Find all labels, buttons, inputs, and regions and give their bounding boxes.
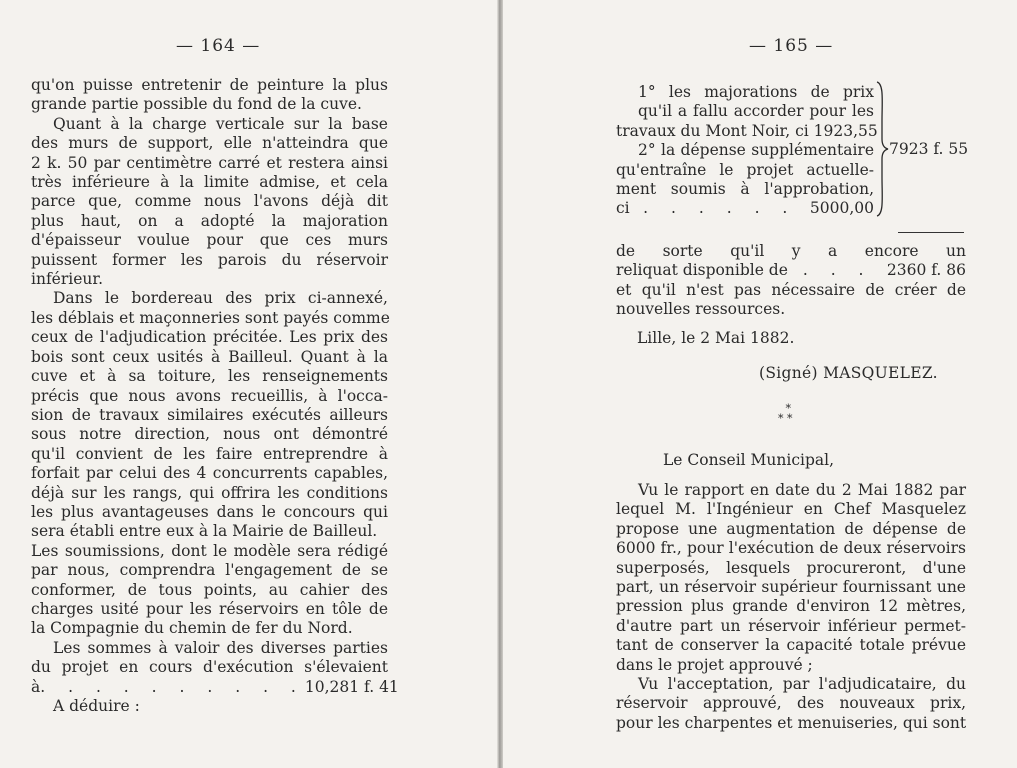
- reliquat-line: [616, 261, 966, 280]
- deduction-lines: [616, 83, 878, 199]
- text-line: conformer, de tous points, au cahier des: [31, 580, 388, 599]
- text-line: propose une augmentation de dépense de: [616, 519, 966, 538]
- text-line: lequel M. l'Ingénieur en Chef Masquelez: [616, 500, 966, 519]
- text-line: déjà sur les rangs, qui offrira les conditions: [31, 483, 388, 502]
- text-line: forfait par celui des 4 concurrents capables,: [31, 464, 388, 483]
- text-line: tant de conserver la capacité totale prévue: [616, 636, 966, 655]
- asterism-bottom-stars: * *: [778, 412, 793, 425]
- text-line: part, un réservoir supérieur fournissant une: [616, 578, 966, 597]
- deduction-last-value: 5000,00: [809, 199, 874, 218]
- asterism-separator: [778, 404, 793, 424]
- text-line: nouvelles ressources.: [616, 300, 786, 319]
- council-lines: [616, 481, 966, 733]
- text-line: 1° les majorations de prix: [638, 83, 874, 101]
- text-line: parce que, comme nous l'avons déjà dit: [31, 192, 388, 211]
- text-line: superposés, lesquels procureront, d'une: [616, 558, 966, 577]
- remainder-lines-a: [616, 242, 966, 261]
- text-line: d'autre part un réservoir inférieur permet-: [616, 616, 966, 635]
- text-line: par nous, comprendra l'engagement de se: [31, 561, 388, 580]
- deduction-list: [616, 83, 878, 219]
- text-line: d'épaisseur voulue pour que ces murs: [31, 231, 388, 250]
- remainder-lines-b: [616, 281, 966, 320]
- amount-prefix: à: [31, 677, 41, 696]
- right-page-number: — 165 —: [749, 36, 834, 56]
- text-line: grande partie possible du fond de la cuve.: [31, 95, 362, 114]
- text-line: la Compagnie du chemin de fer du Nord.: [31, 619, 353, 638]
- council-deliberation-text: [616, 481, 966, 733]
- text-line: plus haut, on a adopté la majoration: [31, 211, 388, 230]
- right-page: [503, 0, 1017, 768]
- text-line: les déblais et maçonneries sont payés comme: [31, 308, 390, 327]
- text-line: sous notre direction, nous ont démontré: [31, 425, 388, 444]
- text-line: pression plus grande d'environ 12 mètres,: [616, 597, 966, 616]
- text-line: 6000 fr., pour l'exécution de deux réservoirs: [616, 539, 966, 558]
- text-line: précis que nous avons recueillis, à l'occa-: [31, 386, 388, 405]
- text-line: qu'on puisse entretenir de peinture la plus: [31, 76, 388, 94]
- text-line: les plus avantageuses dans le concours qui: [31, 502, 388, 521]
- text-line: qu'il a fallu accorder pour les: [638, 102, 874, 121]
- text-line: Vu le rapport en date du 2 Mai 1882 par: [638, 481, 966, 499]
- text-line: puissent former les parois du réservoir: [31, 250, 388, 269]
- deduct-label: A déduire :: [53, 697, 140, 715]
- text-line: Les sommes à valoir des diverses parties: [53, 638, 388, 657]
- text-line: qu'il convient de les faire entreprendre à: [31, 444, 388, 463]
- deduction-last-leaders: . . . . . .: [643, 199, 797, 218]
- total-rule: [898, 232, 964, 233]
- text-line: ment soumis à l'approbation,: [616, 180, 874, 199]
- left-page-body: [31, 76, 399, 716]
- place-date: Lille, le 2 Mai 1882.: [637, 329, 795, 347]
- text-line: sion de travaux similaires exécutés ailleurs: [31, 405, 388, 424]
- remainder-section: [616, 242, 966, 320]
- text-line: 2° la dépense supplémentaire: [638, 141, 874, 160]
- right-brace: [875, 81, 889, 217]
- text-line: dans le projet approuvé ;: [616, 655, 813, 674]
- deduction-items: [616, 83, 878, 219]
- text-line: ceux de l'adjudication précitée. Les prix des: [31, 328, 388, 347]
- text-line: pour les charpentes et menuiseries, qui sont: [616, 713, 967, 732]
- left-page-lines: [31, 76, 388, 678]
- left-page-number: — 164 —: [176, 36, 261, 56]
- text-line: du projet en cours d'exécution s'élevaient: [31, 658, 388, 677]
- reliquat-prefix: reliquat disponible de: [616, 261, 788, 280]
- text-line: charges usité pour les réservoirs en tôle de: [31, 599, 388, 618]
- text-line: Les soumissions, dont le modèle sera rédigé: [31, 541, 388, 560]
- text-line: qu'entraîne le projet actuelle-: [616, 160, 874, 179]
- council-deliberation: [616, 481, 966, 733]
- text-line: et qu'il n'est pas nécessaire de créer de: [616, 280, 966, 299]
- text-line: de sorte qu'il y a encore un: [616, 242, 966, 260]
- text-line: cuve et à sa toiture, les renseignements: [31, 367, 388, 386]
- text-line: Quant à la charge verticale sur la base: [53, 114, 388, 133]
- council-heading: Le Conseil Municipal,: [663, 451, 835, 469]
- text-line: des murs de support, elle n'atteindra que: [31, 134, 388, 153]
- text-line: bois sont ceux usités à Bailleul. Quant à la: [31, 347, 388, 366]
- text-line: 2 k. 50 par centimètre carré et restera ainsi: [31, 153, 388, 172]
- text-line: très inférieure à la limite admise, et cela: [31, 173, 388, 192]
- reliquat-leaders: . . .: [802, 261, 873, 280]
- signature: (Signé) MASQUELEZ.: [759, 364, 938, 382]
- amount-value: 10,281 f. 41: [304, 677, 399, 696]
- reliquat-value: 2360 f. 86: [886, 261, 966, 280]
- deduction-total: 7923 f. 55: [889, 140, 969, 158]
- remainder-text: [616, 242, 966, 320]
- text-line: Dans le bordereau des prix ci-annexé,: [53, 289, 388, 308]
- text-line: sera établi entre eux à la Mairie de Bailleul.: [31, 522, 378, 541]
- text-line: Vu l'acceptation, par l'adjudicataire, du: [638, 675, 966, 694]
- deduction-last-prefix: ci: [616, 199, 630, 218]
- left-page: [0, 0, 497, 768]
- amount-line: [31, 677, 399, 697]
- amount-leaders: . . . . . . . . . .: [40, 677, 305, 696]
- deduction-last-line: [616, 199, 874, 218]
- text-line: réservoir approuvé, des nouveaux prix,: [616, 694, 966, 713]
- text-line: inférieur.: [31, 270, 104, 289]
- asterism-top-star: *: [785, 402, 791, 415]
- text-line: travaux du Mont Noir, ci 1923,55: [616, 121, 878, 140]
